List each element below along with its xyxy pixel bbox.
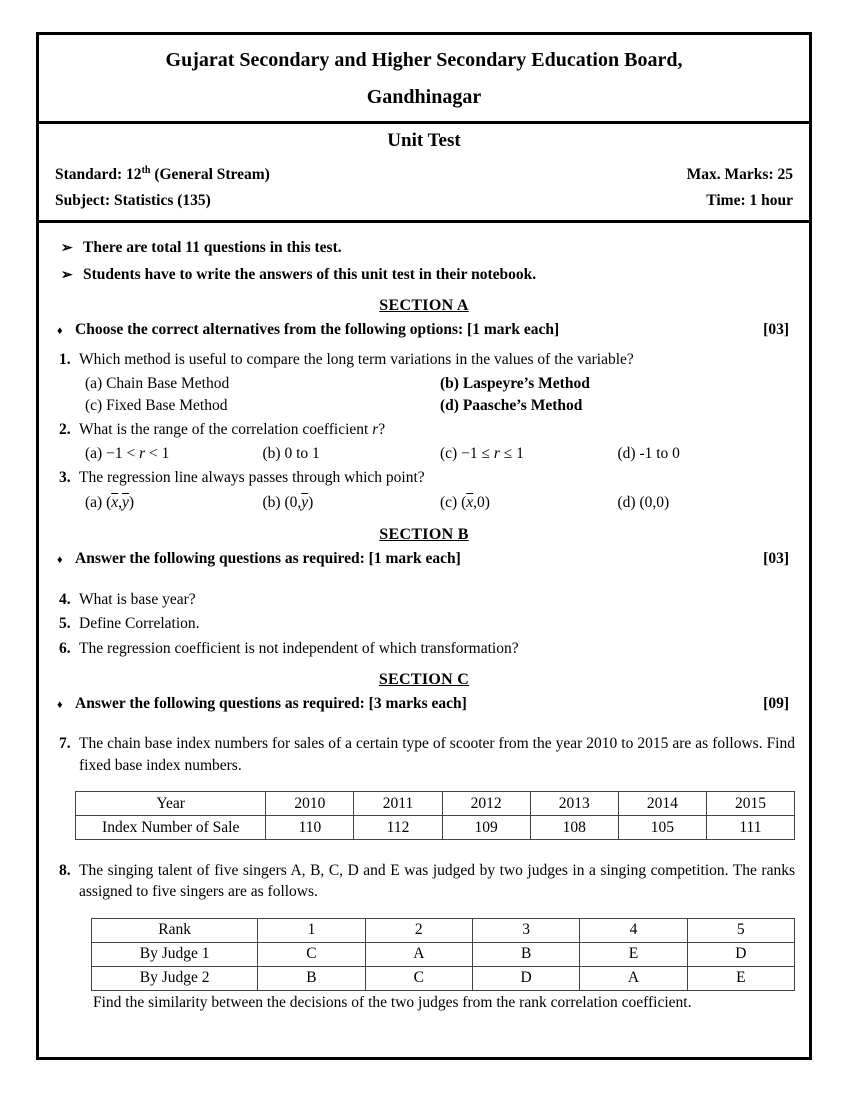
instruction-item-2 <box>53 265 795 285</box>
question-5-text: Define Correlation. <box>79 615 200 633</box>
q2-opt-c-pre: (c) −1 ≤ <box>440 445 494 463</box>
q3-opt-d-second: 0 <box>656 493 664 511</box>
row-label-judge2: By Judge 2 <box>92 966 258 990</box>
question-2 <box>53 419 795 440</box>
judge1-cell-5: D <box>687 942 794 966</box>
q3-opt-d-prefix: (d) <box>617 493 640 511</box>
diamond-bullet-icon: ♦ <box>57 554 63 567</box>
arrow-bullet-icon: ➢ <box>61 268 73 284</box>
question-7 <box>53 733 795 776</box>
board-name-line2: Gandhinagar <box>366 86 482 108</box>
standard-stream: (General Stream) <box>150 166 270 183</box>
question-3-number: 3. <box>59 469 71 487</box>
judge2-cell-1: B <box>258 966 365 990</box>
instruction-text-1: There are total 11 questions in this test. <box>83 239 342 257</box>
time-label: Time: 1 hour <box>706 192 793 210</box>
rank-cell-1: 1 <box>258 918 365 942</box>
question-1-options-row-2 <box>53 395 795 417</box>
question-5 <box>53 613 795 634</box>
judge2-cell-5: E <box>687 966 794 990</box>
question-2-option-d[interactable] <box>618 442 796 465</box>
rank-table <box>91 918 795 991</box>
q2-opt-c-post: ≤ 1 <box>499 445 524 463</box>
section-a-prompt: Choose the correct alternatives from the following options: [1 mark each] <box>75 321 560 339</box>
question-6-text: The regression coefficient is not independent of which transformation? <box>79 639 519 657</box>
table-row-index <box>76 815 795 839</box>
exam-title: Unit Test <box>387 130 461 151</box>
year-cell-5: 2014 <box>618 791 706 815</box>
board-header <box>39 35 809 124</box>
question-4-text: What is base year? <box>79 591 196 609</box>
question-6-number: 6. <box>59 639 71 657</box>
row-label-rank: Rank <box>92 918 258 942</box>
question-1-number: 1. <box>59 351 71 369</box>
q3-opt-a-close: ) <box>128 493 135 511</box>
q3-opt-b-prefix: (b) <box>262 493 285 511</box>
exam-meta-block <box>39 124 809 223</box>
q3-opt-a-second: $\overline{y}$ <box>122 493 129 511</box>
q3-opt-c-second: 0 <box>477 493 485 511</box>
q3-opt-b-open: ( <box>284 493 290 511</box>
spacer <box>53 840 795 858</box>
question-1 <box>53 349 795 370</box>
question-8-text: The singing talent of five singers A, B, C, D and E was judged by two judges in a singing competition. The ranks assigned to five singers are as follows. <box>79 861 795 901</box>
index-cell-3: 109 <box>442 815 530 839</box>
q2-opt-a-pre: (a) −1 < <box>85 445 140 463</box>
q2-opt-d-pre: (d) -1 to 0 <box>617 445 680 463</box>
question-3-text: The regression line always passes through which point? <box>79 469 425 487</box>
judge1-cell-4: E <box>580 942 687 966</box>
table-row-year <box>76 791 795 815</box>
q2-opt-c-var: r <box>493 445 500 463</box>
question-7-number: 7. <box>59 735 71 753</box>
board-name-line1: Gujarat Secondary and Higher Secondary Education Board, <box>165 49 683 71</box>
question-4 <box>53 589 795 610</box>
question-3 <box>53 467 795 488</box>
year-cell-6: 2015 <box>706 791 794 815</box>
question-1-options-row-1 <box>53 373 795 395</box>
standard-ordinal-suffix: th <box>141 164 151 176</box>
rank-cell-3: 3 <box>472 918 579 942</box>
question-3-options <box>53 491 795 514</box>
q3-opt-c-first: $\overline{x}$ <box>466 493 474 511</box>
question-4-number: 4. <box>59 591 71 609</box>
q2-opt-a-var: r <box>139 445 146 463</box>
section-b-questions <box>53 589 795 659</box>
question-2-options <box>53 442 795 465</box>
q3-opt-b-close: ) <box>308 493 314 511</box>
judge2-cell-3: D <box>472 966 579 990</box>
subject-label: Subject: Statistics (135) <box>55 192 211 210</box>
year-cell-1: 2010 <box>266 791 354 815</box>
section-a-title: SECTION A <box>379 297 469 315</box>
section-a-marks: [03] <box>763 321 789 339</box>
question-3-option-d[interactable] <box>618 491 796 514</box>
section-c-title: SECTION C <box>378 671 470 689</box>
rank-cell-4: 4 <box>580 918 687 942</box>
judge1-cell-2: A <box>365 942 472 966</box>
index-cell-6: 111 <box>706 815 794 839</box>
q3-opt-c-close: ) <box>484 493 490 511</box>
question-7-text: The chain base index numbers for sales of a certain type of scooter from the year 2010 to 2015 are as follows. Find fixed base index numbers. <box>79 735 795 774</box>
row-label-index: Index Number of Sale <box>76 815 266 839</box>
question-2-variable: r <box>372 420 379 438</box>
q3-opt-d-open: ( <box>639 493 645 511</box>
question-3-option-c[interactable] <box>440 491 618 514</box>
table-row-judge2 <box>92 966 795 990</box>
judge1-cell-1: C <box>258 942 365 966</box>
standard-text: Standard: 12 <box>55 166 142 183</box>
question-2-text <box>79 419 795 440</box>
question-8 <box>53 860 795 903</box>
question-1-option-d[interactable]: (d) Paasche’s Method <box>440 396 583 414</box>
meta-row-subject <box>55 188 793 214</box>
section-b-title: SECTION B <box>379 526 469 544</box>
q3-opt-a-sep: , <box>118 493 123 511</box>
row-label-year: Year <box>76 791 266 815</box>
judge1-cell-3: B <box>472 942 579 966</box>
judge2-cell-4: A <box>580 966 687 990</box>
q2-opt-a-post: < 1 <box>145 445 170 463</box>
exam-paper-page <box>36 32 812 1060</box>
q3-opt-a-first: $\overline{x}$ <box>111 493 119 511</box>
index-cell-5: 105 <box>618 815 706 839</box>
index-cell-4: 108 <box>530 815 618 839</box>
section-b-marks: [03] <box>763 550 789 568</box>
question-6 <box>53 638 795 659</box>
exam-body <box>39 223 809 1014</box>
standard-label <box>55 163 270 187</box>
q3-opt-c-sep: , <box>473 493 478 511</box>
spacer <box>53 723 795 731</box>
index-cell-2: 112 <box>354 815 442 839</box>
diamond-bullet-icon: ♦ <box>57 699 63 712</box>
section-c-prompt: Answer the following questions as required: [3 marks each] <box>75 695 467 713</box>
question-2-text-post: ? <box>378 420 386 438</box>
year-cell-4: 2013 <box>530 791 618 815</box>
spacer <box>53 905 795 918</box>
meta-row-standard <box>55 162 793 188</box>
index-number-table <box>75 791 795 840</box>
instruction-item-1 <box>53 238 795 258</box>
table-row-judge1 <box>92 942 795 966</box>
diamond-bullet-icon: ♦ <box>57 325 63 338</box>
question-2-option-a[interactable] <box>85 442 263 465</box>
q3-opt-d-close: ) <box>664 493 670 511</box>
question-2-number: 2. <box>59 420 71 438</box>
question-1-option-b[interactable]: (b) Laspeyre’s Method <box>440 374 590 392</box>
section-b-prompt: Answer the following questions as required: [1 mark each] <box>75 550 461 568</box>
q3-opt-d-sep: , <box>652 493 657 511</box>
question-2-option-b[interactable] <box>263 442 441 465</box>
rank-cell-2: 2 <box>365 918 472 942</box>
section-b-prompt-row <box>53 550 795 568</box>
question-3-option-b[interactable] <box>263 491 441 514</box>
judge2-cell-2: C <box>365 966 472 990</box>
question-1-option-c[interactable]: (c) Fixed Base Method <box>85 396 228 414</box>
q3-opt-d-first: 0 <box>644 493 653 511</box>
q3-opt-a-prefix: (a) <box>85 493 107 511</box>
question-1-text: Which method is useful to compare the long term variations in the values of the variable? <box>79 351 634 369</box>
section-c-prompt-row <box>53 695 795 713</box>
q3-opt-c-prefix: (c) <box>440 493 462 511</box>
q3-opt-c-open: ( <box>461 493 467 511</box>
table-row-rank <box>92 918 795 942</box>
question-2-option-c[interactable] <box>440 442 618 465</box>
year-cell-3: 2012 <box>442 791 530 815</box>
question-3-option-a[interactable] <box>85 491 263 514</box>
question-8-closing-text: Find the similarity between the decisions of the two judges from the rank correlation coefficient. <box>93 993 692 1011</box>
question-2-text-pre: What is the range of the correlation coefficient <box>79 420 373 438</box>
q3-opt-a-open: ( <box>106 493 112 511</box>
q3-opt-b-sep: , <box>297 493 302 511</box>
max-marks-label: Max. Marks: 25 <box>686 166 793 183</box>
q2-opt-b-pre: (b) 0 to 1 <box>262 445 320 463</box>
section-c-marks: [09] <box>763 695 789 713</box>
instruction-text-2: Students have to write the answers of this unit test in their notebook. <box>83 266 537 284</box>
q3-opt-b-first: 0 <box>289 493 298 511</box>
question-5-number: 5. <box>59 615 71 633</box>
row-label-judge1: By Judge 1 <box>92 942 258 966</box>
index-cell-1: 110 <box>266 815 354 839</box>
q3-opt-b-second: $\overline{y}$ <box>301 493 309 511</box>
question-8-number: 8. <box>59 861 71 879</box>
year-cell-2: 2011 <box>354 791 442 815</box>
arrow-bullet-icon: ➢ <box>61 241 73 257</box>
spacer <box>53 778 795 791</box>
spacer <box>53 578 795 586</box>
rank-cell-5: 5 <box>687 918 794 942</box>
section-a-prompt-row <box>53 321 795 339</box>
question-1-option-a[interactable]: (a) Chain Base Method <box>85 374 230 392</box>
